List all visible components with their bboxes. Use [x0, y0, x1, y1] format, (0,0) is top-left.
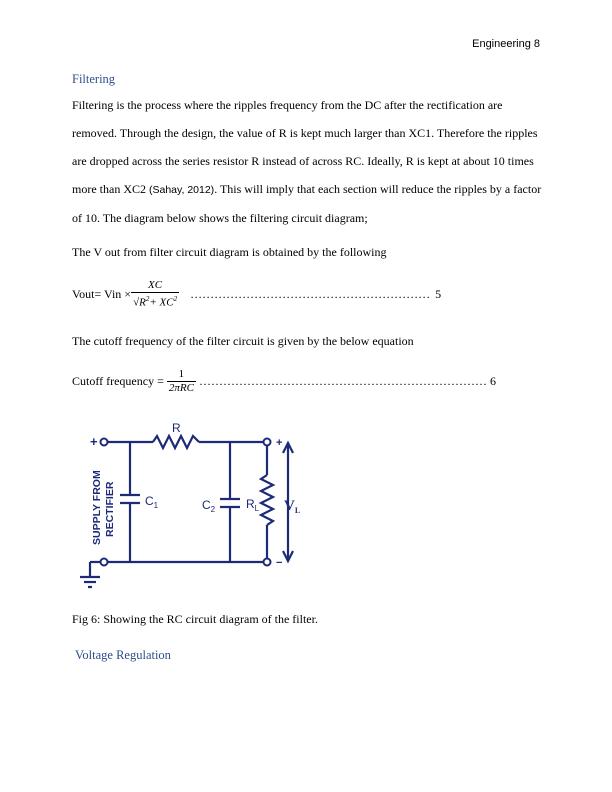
label-r: R: [172, 421, 181, 435]
label-vl: $V_L$: [284, 498, 301, 515]
output-plus-sign: +: [276, 437, 283, 449]
input-minus-sign: −: [90, 554, 98, 569]
eq5-dots: ……………………………………………………: [190, 286, 431, 301]
section-heading-voltage-regulation: Voltage Regulation: [75, 648, 171, 662]
input-terminal-negative: [101, 559, 108, 566]
figure-caption: Fig 6: Showing the RC circuit diagram of the filter.: [72, 612, 318, 626]
citation: (Sahay, 2012): [149, 184, 215, 196]
paragraph-line: of 10. The diagram below shows the filtering circuit diagram;: [72, 211, 368, 225]
section-heading-filtering: Filtering: [72, 72, 116, 86]
resistor-rl-symbol: [261, 475, 273, 525]
eq5-denominator: $√R^2+ XC^2$: [131, 292, 179, 310]
label-c1: $C_1$: [145, 494, 159, 510]
page-header: Engineering 8: [472, 38, 540, 50]
equation-6: [72, 368, 496, 395]
paragraph-line: are dropped across the series resistor R instead of across RC. Ideally, R is kept at about 10 times: [72, 154, 534, 168]
rc-filter-circuit-diagram: [80, 415, 302, 595]
input-terminal-positive: [101, 439, 108, 446]
output-minus-sign: −: [276, 557, 283, 569]
eq6-numerator: 1: [178, 368, 185, 380]
supply-label-line1: SUPPLY FROM: [91, 470, 103, 545]
eq5-fraction: [131, 279, 179, 310]
supply-label-line2: RECTIFIER: [104, 481, 116, 537]
input-plus-sign: +: [90, 434, 98, 449]
vout-intro: The V out from filter circuit diagram is obtained by the following: [72, 245, 387, 259]
eq6-lhs: Cutoff frequency =: [72, 374, 164, 388]
resistor-r-symbol: [153, 436, 199, 448]
eq6-dots: ………………………………………………………………: [198, 374, 487, 388]
filtering-paragraph: [72, 91, 542, 232]
equation-5: [72, 279, 441, 310]
output-terminal-positive: [264, 439, 271, 446]
output-terminal-negative: [264, 559, 271, 566]
cutoff-intro: The cutoff frequency of the filter circuit is given by the below equation: [72, 334, 414, 348]
eq6-fraction: [167, 368, 196, 395]
eq6-denominator: 2πRC: [168, 382, 194, 394]
eq5-lhs: Vout= Vin ×: [72, 286, 132, 301]
eq6-number: 6: [489, 374, 496, 388]
label-c2: $C_2$: [202, 498, 216, 514]
eq5-number: 5: [435, 286, 442, 301]
paragraph-line: Filtering is the process where the ripples frequency from the DC after the rectification are: [72, 98, 503, 112]
label-rl: $R_L$: [246, 497, 260, 513]
paragraph-line: more than XC2 (Sahay, 2012). This will imply that each section will reduce the ripples by a factor: [72, 182, 542, 196]
eq5-numerator: XC: [148, 279, 163, 291]
paragraph-line: removed. Through the design, the value of R is kept much larger than XC1. Therefore the ripples: [72, 126, 538, 140]
